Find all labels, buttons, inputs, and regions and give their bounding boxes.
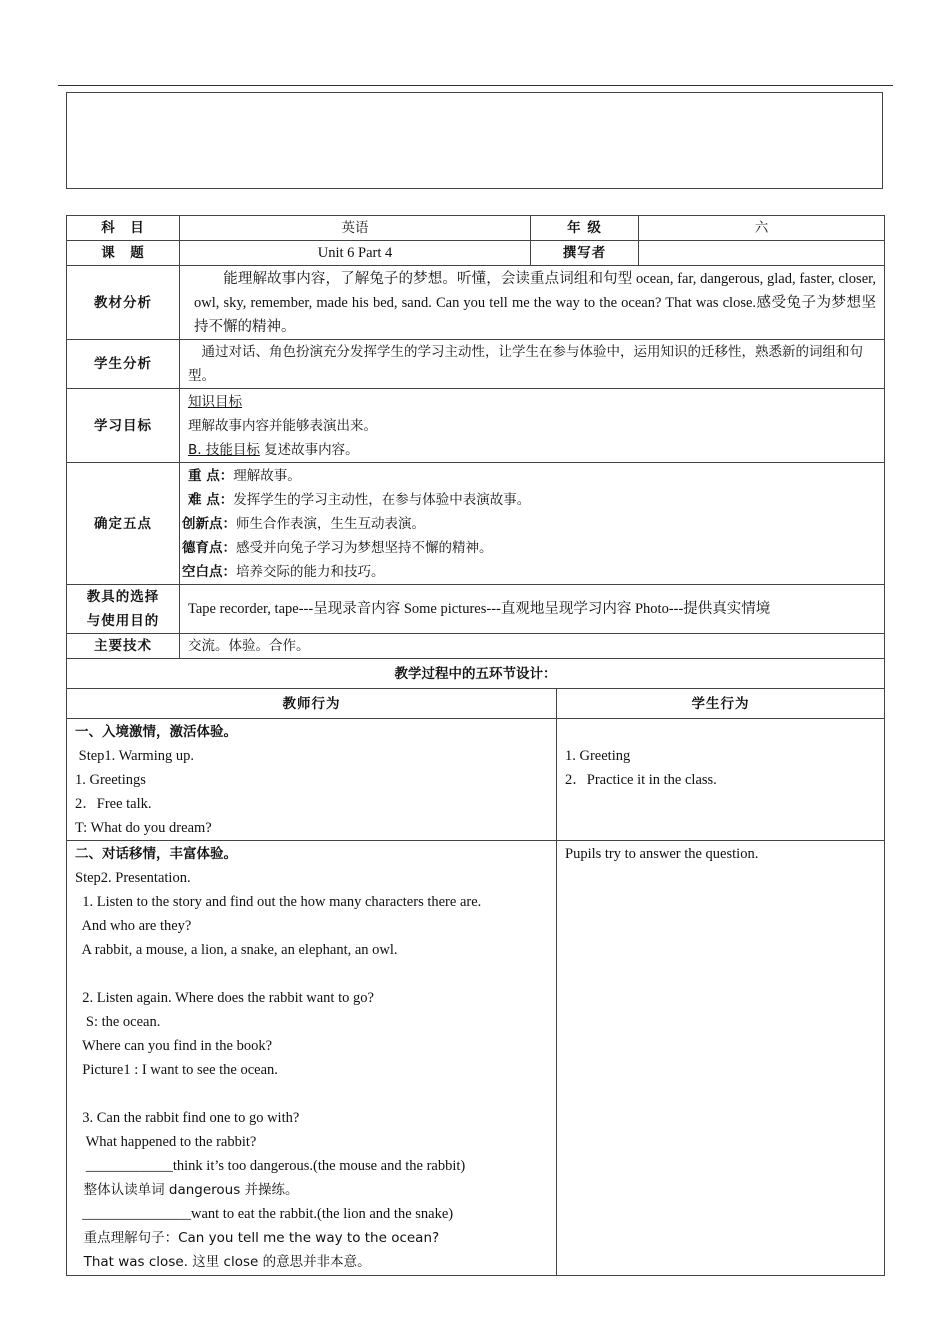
point-difficulty [182, 488, 876, 512]
row-five-points [67, 463, 885, 585]
point-innovation-label: 创新点： [182, 515, 236, 532]
header-box [66, 92, 883, 189]
sec1-teacher-line: 1. Greetings [75, 772, 146, 788]
sec2-title: 二、对话移情，丰富体验。 [75, 846, 237, 862]
sec2-teacher-line: 3. Can the rabbit find one to go with? [75, 1110, 300, 1126]
sec1-teacher [67, 719, 557, 841]
point-key-text: 理解故事。 [233, 467, 301, 484]
student-analysis-label: 学生分析 [67, 340, 180, 389]
sec1-teacher-line: Step1. Warming up. [75, 748, 194, 764]
tech-text: 交流。体验。合作。 [180, 634, 885, 659]
sec2-student-line: Pupils try to answer the question. [565, 846, 759, 862]
point-moral-label: 德育点： [182, 539, 236, 556]
sec2-teacher-line: 整体认读单词 dangerous 并操练。 [75, 1182, 299, 1198]
sec2-teacher-line: That was close. 这里 close 的意思并非本意。 [75, 1254, 371, 1270]
goal-knowledge-text: 理解故事内容并能够表演出来。 [188, 417, 377, 434]
five-points-label: 确定五点 [67, 463, 180, 585]
goal-skill-title: B. 技能目标 [188, 441, 260, 458]
tools-label-1: 教具的选择 [86, 589, 160, 605]
sec2-teacher-line: 重点理解句子：Can you tell me the way to the ocean? [75, 1230, 440, 1246]
five-points-content [180, 463, 885, 585]
row-tech [67, 634, 885, 659]
point-key [182, 464, 876, 488]
point-blank [182, 560, 876, 584]
sec2-teacher-line: Step2. Presentation. [75, 870, 191, 886]
tools-label [67, 585, 180, 634]
lesson-plan-table [66, 215, 885, 1276]
process-title: 教学过程中的五环节设计： [67, 659, 885, 689]
sec2-teacher-line [75, 962, 548, 986]
sec1-teacher-line: 2．Free talk. [75, 796, 152, 812]
point-blank-label: 空白点： [182, 563, 236, 580]
topic-label: 课 题 [67, 241, 180, 266]
tools-text: Tape recorder, tape---呈现录音内容 Some pictures---直观地呈现学习内容 Photo---提供真实情境 [180, 585, 885, 634]
sec1-title: 一、入境激情，激活体验。 [75, 724, 237, 740]
goal-knowledge: 知识目标 [188, 393, 242, 410]
material-label: 教材分析 [67, 266, 180, 340]
row-process-title [67, 659, 885, 689]
sec1-student-line: 1. Greeting [565, 748, 631, 764]
grade-label: 年 级 [531, 216, 639, 241]
sec2-teacher-line: And who are they? [75, 918, 192, 934]
row-subject [67, 216, 885, 241]
sec2-teacher [67, 841, 557, 1276]
point-moral-text: 感受并向兔子学习为梦想坚持不懈的精神。 [236, 539, 493, 556]
point-moral [182, 536, 876, 560]
sec2-teacher-line: A rabbit, a mouse, a lion, a snake, an elephant, an owl. [75, 942, 398, 958]
sec2-student [557, 841, 885, 1276]
tech-label: 主要技术 [67, 634, 180, 659]
sec2-teacher-line: What happened to the rabbit? [75, 1134, 257, 1150]
teacher-header: 教师行为 [67, 689, 557, 719]
point-innovation [182, 512, 876, 536]
sec1-student-line: 2．Practice it in the class. [565, 772, 717, 788]
student-analysis-text: 通过对话、角色扮演充分发挥学生的学习主动性，让学生在参与体验中，运用知识的迁移性，熟悉新的词组和句型。 [180, 340, 885, 389]
subject-label: 科 目 [67, 216, 180, 241]
grade-value: 六 [639, 216, 885, 241]
sec1-student [557, 719, 885, 841]
row-goals [67, 389, 885, 463]
row-section-1 [67, 719, 885, 841]
point-blank-text: 培养交际的能力和技巧。 [236, 563, 385, 580]
sec2-teacher-line: S: the ocean. [75, 1014, 161, 1030]
row-material [67, 266, 885, 340]
material-text: 能理解故事内容，了解兔子的梦想。听懂，会读重点词组和句型 ocean, far, dangerous, glad, faster, closer, owl, sky, remember, made his bed, sand. Can you tell me the way to the ocean? That was close.感受兔子为梦想坚持不懈的精神。 [180, 266, 885, 340]
student-header: 学生行为 [557, 689, 885, 719]
goal-skill [188, 438, 876, 462]
sec2-teacher-line: _______________want to eat the rabbit.(the lion and the snake) [75, 1206, 454, 1222]
sec2-teacher-line: ____________think it’s too dangerous.(the mouse and the rabbit) [75, 1158, 466, 1174]
topic-value: Unit 6 Part 4 [180, 241, 531, 266]
header-rule [58, 85, 893, 86]
goal-skill-text: 复述故事内容。 [259, 441, 359, 458]
sec1-teacher-line: T: What do you dream? [75, 820, 212, 836]
sec2-teacher-line: 1. Listen to the story and find out the how many characters there are. [75, 894, 482, 910]
tools-label-2: 与使用目的 [86, 613, 160, 629]
row-tools [67, 585, 885, 634]
goals-content [180, 389, 885, 463]
row-student-analysis [67, 340, 885, 389]
point-key-label: 重 点： [188, 467, 234, 484]
sec2-teacher-line: Where can you find in the book? [75, 1038, 273, 1054]
author-value [639, 241, 885, 266]
subject-value: 英语 [180, 216, 531, 241]
author-label: 撰写者 [531, 241, 639, 266]
row-topic [67, 241, 885, 266]
sec2-teacher-line: 2. Listen again. Where does the rabbit want to go? [75, 990, 374, 1006]
point-innovation-text: 师生合作表演，生生互动表演。 [236, 515, 425, 532]
sec2-teacher-line [75, 1082, 548, 1106]
point-difficulty-text: 发挥学生的学习主动性，在参与体验中表演故事。 [233, 491, 531, 508]
row-process-headers [67, 689, 885, 719]
sec2-teacher-line: Picture1 : I want to see the ocean. [75, 1062, 278, 1078]
goals-label: 学习目标 [67, 389, 180, 463]
row-section-2 [67, 841, 885, 1276]
point-difficulty-label: 难 点： [188, 491, 234, 508]
